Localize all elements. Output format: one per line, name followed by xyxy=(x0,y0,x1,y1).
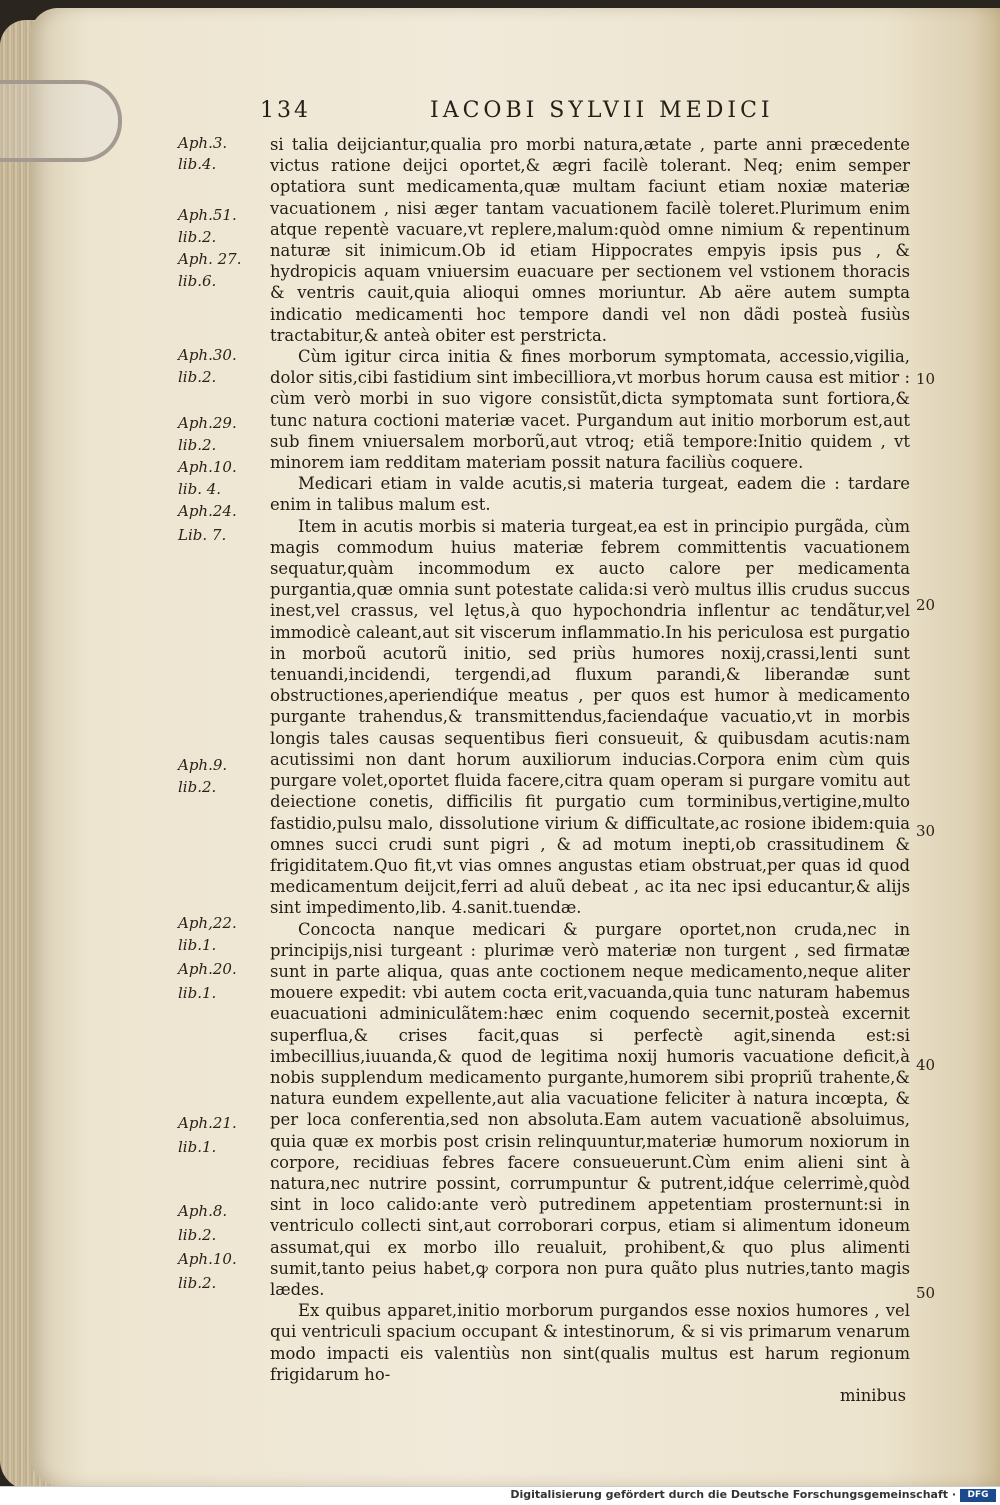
running-header xyxy=(260,98,820,128)
margin-note: Aph. 27. xyxy=(178,250,242,268)
margin-note: Lib. 7. xyxy=(178,526,227,544)
margin-note: lib.2. xyxy=(178,228,217,246)
margin-note: Aph.51. xyxy=(178,206,237,224)
line-number: 20 xyxy=(916,596,936,614)
margin-note: Aph.20. xyxy=(178,960,237,978)
margin-note: lib.2. xyxy=(178,1226,217,1244)
line-number: 50 xyxy=(916,1284,936,1302)
paragraph: Concocta nanque medicari & purgare oportet,non cruda,nec in principijs,nisi turgeant : plurimæ verò materiæ non turgent , sed firmatæ sunt in parte aliqua, quas ante coctionem neque medicamento,neque aliter mouere expedit: vbi autem cocta erit,vacuanda,quia tunc naturam habemus euacuationi adminiculãtem:hæc enim coquendo secernit,posteà excernit superflua,& crises facit,quas si perfectè agit,sinenda est:si imbecillius,iuuanda,& quod de legitima noxij humoris vacuatione deficit,à nobis supplendum medicamento purgante,humorem sibi propriũ trahente,& natura eundem expellente,aut alia vacuatione feliciter à natura incœpta, & per loca conferentia,sed non absoluta.Eam autem vacuationẽ absoluimus, quia quæ ex morbis post crisin relinquuntur,materiæ humorum noxiorum in corpore, recidiuas febres facere consueuerunt.Cùm enim alieni sint à natura,nec nutrire possint, corrumpuntur & putrent,idq́ue celerrimè,quòd sint in loco calido:ante verò putredinem appetentiam prosternunt:si in ventriculo collecti sint,aut corroborari corpus, etiam si alimentum idoneum assumat,qui ex morbo illo reualuit, prohibent,& quo plus alimenti sumit,tanto peius habet,ꝙ corpora non pura quãto plus nutries,tanto magis lædes. xyxy=(270,919,910,1299)
margin-note: Aph.8. xyxy=(178,1202,228,1220)
line-number: 10 xyxy=(916,370,936,388)
paragraph: Ex quibus apparet,initio morborum purgandos esse noxios humores , vel qui ventriculi spacium occupant & intestinorum, & si vis primarum venarum modo impacti eis valentiùs non sint(qualis multus est harum regionum frigidarum ho- xyxy=(270,1301,910,1384)
margin-note: Aph.30. xyxy=(178,346,237,364)
margin-note: lib.2. xyxy=(178,778,217,796)
margin-note: lib.2. xyxy=(178,1274,217,1292)
paragraph: Cùm igitur circa initia & fines morborum symptomata, accessio,vigilia, dolor sitis,cibi fastidium sint imbecilliora,vt morbus horum causa est mitior : cùm verò morbi in suo vigore consistũt,dicta symptomata sunt fortiora,& tunc natura coctioni materiæ vacet. Purgandum aut initio morborum est,aut sub finem vniuersalem morborũ,aut vtroq; etiã tempore:Initio quidem , vt minorem iam redditam materiam possit natura faciliùs coquere. xyxy=(270,347,910,473)
paragraph: Medicari etiam in valde acutis,si materia turgeat, eadem die : tardare enim in talibus malum est. xyxy=(270,474,910,515)
main-text xyxy=(270,134,910,1406)
margin-note: Aph.10. xyxy=(178,1250,237,1268)
margin-note: Aph.9. xyxy=(178,756,228,774)
margin-note: lib.2. xyxy=(178,368,217,386)
margin-note: lib.1. xyxy=(178,984,217,1002)
dfg-logo: DFG xyxy=(960,1489,996,1502)
margin-note: lib. 4. xyxy=(178,480,222,498)
margin-note: Aph.24. xyxy=(178,502,237,520)
margin-note: Aph,22. xyxy=(178,914,237,932)
running-title: IACOBI SYLVII MEDICI xyxy=(430,98,774,123)
margin-note: Aph.3. xyxy=(178,134,228,152)
margin-note: lib.1. xyxy=(178,1138,217,1156)
paragraph: Item in acutis morbis si materia turgeat,ea est in principio purgãda, cùm magis commodum huius materiæ febrem committentis vacuationem sequatur,quàm incommodum ex aucto calore per medicamenta purgantia,quæ omnia sunt potestate calida:si verò multus illis crudus succus inest,vel crassus, vel lętus,à quo hypochondria inflentur ac tendãtur,vel immodicè caleant,aut sit viscerum inflammatio.In his periculosa est purgatio in morboũ acutorũ initio, sed priùs humores noxij,crassi,lenti sunt tenuandi,incidendi, tergendi,ad fluxum parandi,& liberandæ sunt obstructiones,aperiendiq́ue meatus , per quos est humor à medicamento purgante trahendus,& transmittendus,faciendaq́ue vacuatio,vt in morbis longis tales causas sequentibus fieri consueuit, & quibusdam acutis:nam acutissimi non dant horum auxiliorum inducias.Corpora enim cùm quis purgare volet,oportet fluida facere,citra quam operam si purgare vomitu aut deiectione conetis, difficilis fit purgatio cum torminibus,vertigine,multo fastidio,pulsu malo, dissolutione virium & difficultate,ac rosione ibidem:quia omnes succi crudi sunt pigri , & ad motum inepti,ob crassitudinem & frigiditatem.Quo fit,vt vias omnes angustas etiam obstruat,per quas id quod medicamentum deijcit,ferri ad aluũ debeat , ac ita nec ipsi educantur,& alijs sint impedimento,lib. 4.sanit.tuendæ. xyxy=(270,516,910,918)
margin-note: Aph.21. xyxy=(178,1114,237,1132)
margin-note: lib.2. xyxy=(178,436,217,454)
paragraph: si talia deijciantur,qualia pro morbi natura,ætate , parte anni præcedente victus ratione deijci oportet,& ægri facilè tolerant. Neq; enim semper optatiora sunt medicamenta,quæ multam faciunt etiam noxiæ materiæ vacuationem , nisi æger tantam vacuationem facilè toleret.Plurimum enim atque repentè vacuare,vt replere,malum:quòd omne nimium & repentinum naturæ sit inimicum.Ob id etiam Hippocrates empyis ipsis pus , & hydropicis aquam vniuersim euacuare per sectionem vel vstionem thoracis & ventris cauit,quia alioqui omnes moriuntur. Ab aëre autem sumpta indicatio medicamenti hoc tempore dandi vel non dãdi posteà fusiùs tractabitur,& anteà obiter est perstricta. xyxy=(270,135,910,345)
paper-clip xyxy=(0,80,122,162)
page-number: 134 xyxy=(260,98,311,123)
footer-bar xyxy=(0,1486,1000,1505)
margin-note: lib.6. xyxy=(178,272,217,290)
margin-note: lib.4. xyxy=(178,155,217,173)
catchword: minibus xyxy=(839,1385,906,1405)
funding-credit: Digitalisierung gefördert durch die Deutsche Forschungsgemeinschaft · xyxy=(510,1488,956,1501)
margin-note: Aph.29. xyxy=(178,414,237,432)
line-number: 30 xyxy=(916,822,936,840)
margin-note: lib.1. xyxy=(178,936,217,954)
line-number: 40 xyxy=(916,1056,936,1074)
margin-note: Aph.10. xyxy=(178,458,237,476)
